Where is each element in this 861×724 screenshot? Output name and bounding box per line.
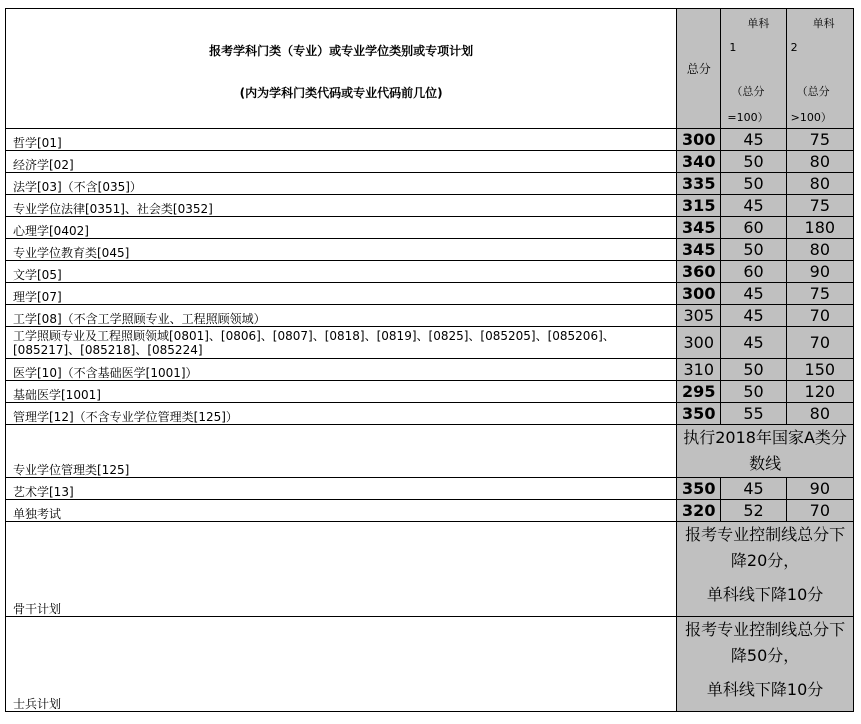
special-note — [677, 617, 854, 712]
row-total: 310 — [677, 359, 721, 381]
row-single2: 90 — [786, 478, 853, 500]
row-single1: 45 — [721, 283, 786, 305]
table-row — [6, 500, 854, 522]
row-single2: 70 — [786, 327, 853, 359]
table-row — [6, 129, 854, 151]
header-total: 总分 — [677, 9, 721, 129]
table-row — [6, 217, 854, 239]
header-single1-label: 单科 — [747, 17, 770, 30]
row-category: 哲学[01] — [6, 129, 677, 151]
row-single1: 45 — [721, 478, 786, 500]
table-row — [6, 239, 854, 261]
row-total: 305 — [677, 305, 721, 327]
table-row — [6, 283, 854, 305]
special-note — [677, 522, 854, 617]
row-total: 300 — [677, 283, 721, 305]
row-total: 340 — [677, 151, 721, 173]
table-row — [6, 151, 854, 173]
row-category: 专业学位管理类[125] — [6, 425, 677, 478]
row-category: 心理学[0402] — [6, 217, 677, 239]
special-row — [6, 522, 854, 617]
row-single2: 75 — [786, 283, 853, 305]
row-single2: 80 — [786, 239, 853, 261]
row-single1: 50 — [721, 359, 786, 381]
table-row — [6, 359, 854, 381]
header-single2-num: 2 — [790, 41, 798, 54]
row-category: 经济学[02] — [6, 151, 677, 173]
header-single1 — [721, 9, 786, 129]
row-total: 300 — [677, 327, 721, 359]
row-category: 文学[05] — [6, 261, 677, 283]
special-note-line2: 单科线下降10分 — [706, 680, 824, 699]
table-row — [6, 403, 854, 425]
table-row — [6, 305, 854, 327]
row-category: 工学照顾专业及工程照顾领域[0801]、[0806]、[0807]、[0818]、[0819]、[0825]、[085205]、[085206]、[085217]、[085218]、[085224] — [6, 327, 677, 359]
row-single1: 50 — [721, 239, 786, 261]
header-single1-note2: =100） — [727, 111, 769, 124]
mba-note: 执行2018年国家A类分数线 — [677, 425, 854, 478]
row-single2: 120 — [786, 381, 853, 403]
row-total: 295 — [677, 381, 721, 403]
row-category: 专业学位法律[0351]、社会类[0352] — [6, 195, 677, 217]
row-single1: 50 — [721, 151, 786, 173]
row-total: 315 — [677, 195, 721, 217]
row-category: 单独考试 — [6, 500, 677, 522]
row-single2: 150 — [786, 359, 853, 381]
row-total: 335 — [677, 173, 721, 195]
row-single1: 60 — [721, 261, 786, 283]
header-single2-label: 单科 — [812, 17, 835, 30]
table-row — [6, 261, 854, 283]
header-single2-note2: >100） — [790, 111, 832, 124]
row-single2: 80 — [786, 173, 853, 195]
special-note-line1: 报考专业控制线总分下降50分， — [685, 620, 846, 665]
table-row — [6, 381, 854, 403]
row-category: 专业学位教育类[045] — [6, 239, 677, 261]
table-row — [6, 195, 854, 217]
row-single1: 50 — [721, 173, 786, 195]
row-total: 345 — [677, 239, 721, 261]
row-single2: 80 — [786, 403, 853, 425]
header-single1-note: （总分 — [731, 85, 765, 98]
mba-row — [6, 425, 854, 478]
row-single2: 80 — [786, 151, 853, 173]
row-single2: 70 — [786, 305, 853, 327]
row-single1: 50 — [721, 381, 786, 403]
row-category: 医学[10]（不含基础医学[1001]） — [6, 359, 677, 381]
row-single2: 75 — [786, 129, 853, 151]
row-single2: 75 — [786, 195, 853, 217]
row-total: 350 — [677, 478, 721, 500]
row-total: 300 — [677, 129, 721, 151]
special-note-line1: 报考专业控制线总分下降20分， — [685, 525, 846, 570]
row-single2: 90 — [786, 261, 853, 283]
row-category: 士兵计划 — [6, 617, 677, 712]
row-single1: 45 — [721, 195, 786, 217]
header-title: 报考学科门类（专业）或专业学位类别或专项计划 — [209, 43, 474, 58]
row-category: 法学[03]（不含[035]） — [6, 173, 677, 195]
special-note-line2: 单科线下降10分 — [706, 585, 824, 604]
header-subtitle: (内为学科门类代码或专业代码前几位) — [239, 85, 443, 100]
table-row — [6, 327, 854, 359]
header-single2-note: （总分 — [796, 85, 830, 98]
row-single2: 180 — [786, 217, 853, 239]
row-single1: 60 — [721, 217, 786, 239]
row-category: 工学[08]（不含工学照顾专业、工程照顾领域） — [6, 305, 677, 327]
row-category: 基础医学[1001] — [6, 381, 677, 403]
row-single1: 55 — [721, 403, 786, 425]
score-line-table — [5, 8, 854, 712]
special-row — [6, 617, 854, 712]
header-row — [6, 9, 854, 129]
row-total: 320 — [677, 500, 721, 522]
row-category: 理学[07] — [6, 283, 677, 305]
row-single1: 45 — [721, 327, 786, 359]
header-single2 — [786, 9, 853, 129]
row-single1: 45 — [721, 305, 786, 327]
header-single1-num: 1 — [729, 41, 737, 54]
row-single1: 45 — [721, 129, 786, 151]
row-total: 350 — [677, 403, 721, 425]
header-category-cell — [6, 9, 677, 129]
row-total: 360 — [677, 261, 721, 283]
row-single2: 70 — [786, 500, 853, 522]
row-category: 管理学[12]（不含专业学位管理类[125]） — [6, 403, 677, 425]
row-category: 艺术学[13] — [6, 478, 677, 500]
row-single1: 52 — [721, 500, 786, 522]
row-category: 骨干计划 — [6, 522, 677, 617]
table-row — [6, 173, 854, 195]
row-total: 345 — [677, 217, 721, 239]
table-row — [6, 478, 854, 500]
